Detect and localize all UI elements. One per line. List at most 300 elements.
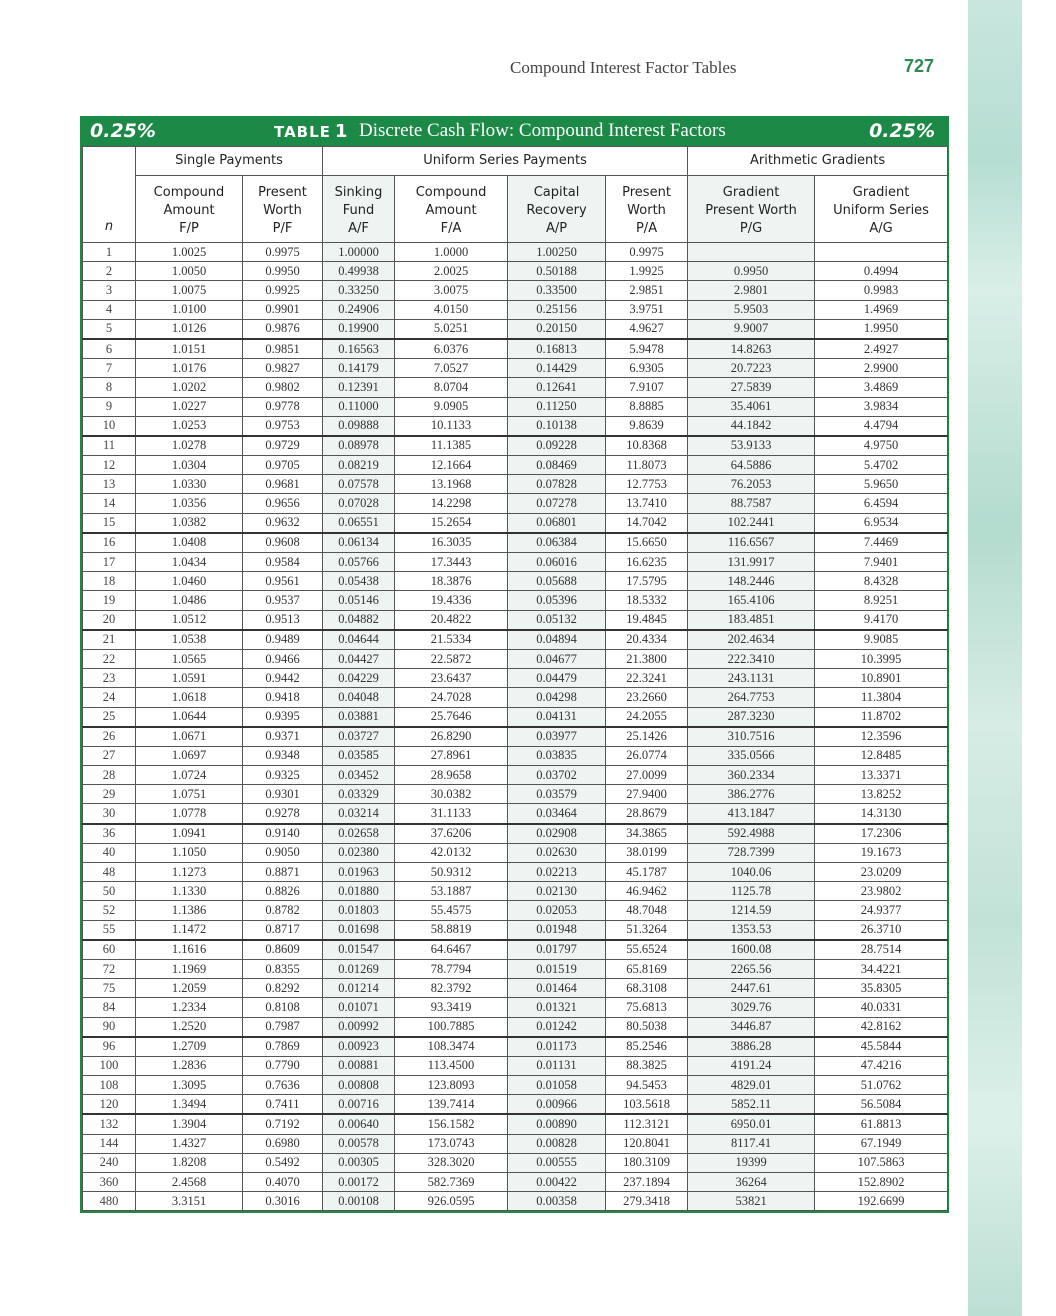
factor-cell: 165.4106 — [688, 591, 815, 610]
factor-cell: 0.02908 — [508, 824, 606, 844]
factor-cell: 0.00640 — [323, 1114, 395, 1134]
factor-cell: 0.01880 — [323, 882, 395, 901]
factor-cell: 4.9750 — [815, 436, 948, 456]
factor-cell: 7.9401 — [815, 553, 948, 572]
factor-cell: 17.5795 — [606, 572, 688, 591]
factor-cell: 1.0724 — [136, 766, 243, 785]
factor-cell: 0.00890 — [508, 1114, 606, 1134]
factor-cell: 0.00108 — [323, 1192, 395, 1211]
factor-cell: 0.3016 — [243, 1192, 323, 1211]
column-header-line: Present Worth — [705, 203, 797, 218]
factor-cell: 64.5886 — [688, 456, 815, 475]
factor-cell: 8.9251 — [815, 591, 948, 610]
factor-cell: 82.3792 — [395, 979, 508, 998]
table-row — [83, 494, 948, 513]
factor-cell: 1.0278 — [136, 436, 243, 456]
factor-cell: 20.4334 — [606, 630, 688, 650]
period-cell: 36 — [83, 824, 136, 844]
factor-cell: 0.07578 — [323, 475, 395, 494]
factor-cell: 108.3474 — [395, 1037, 508, 1057]
period-cell: 90 — [83, 1017, 136, 1037]
table-row — [83, 513, 948, 533]
factor-cell: 1.2520 — [136, 1017, 243, 1037]
factor-cell: 13.7410 — [606, 494, 688, 513]
factor-cell: 93.3419 — [395, 998, 508, 1017]
factor-cell: 0.14429 — [508, 359, 606, 378]
factor-cell: 67.1949 — [815, 1134, 948, 1153]
column-header-line: Gradient — [722, 185, 780, 200]
factor-cell: 0.9418 — [243, 688, 323, 707]
factor-cell: 1125.78 — [688, 882, 815, 901]
factor-cell: 1.0151 — [136, 339, 243, 359]
factor-cell: 0.5492 — [243, 1153, 323, 1172]
factor-cell: 1.9950 — [815, 319, 948, 339]
factor-cell: 152.8902 — [815, 1173, 948, 1192]
factor-cell: 34.4221 — [815, 959, 948, 978]
factor-cell: 0.02630 — [508, 843, 606, 862]
factor-cell: 156.1582 — [395, 1114, 508, 1134]
factor-cell: 102.2441 — [688, 513, 815, 533]
table-row — [83, 746, 948, 765]
table-row — [83, 707, 948, 727]
table-row — [83, 863, 948, 882]
factor-cell: 582.7369 — [395, 1173, 508, 1192]
factor-cell: 0.06134 — [323, 533, 395, 553]
factor-cell: 45.1787 — [606, 863, 688, 882]
period-cell: 30 — [83, 804, 136, 824]
group-header: Arithmetic Gradients — [688, 147, 948, 176]
factor-cell: 9.0905 — [395, 397, 508, 416]
factor-cell: 6950.01 — [688, 1114, 815, 1134]
factor-cell: 6.9534 — [815, 513, 948, 533]
factor-cell: 48.7048 — [606, 901, 688, 920]
factor-cell: 0.04427 — [323, 649, 395, 668]
period-cell: 5 — [83, 319, 136, 339]
factor-cell: 37.6206 — [395, 824, 508, 844]
table-number: 1 — [334, 120, 349, 142]
factor-cell: 1.0382 — [136, 513, 243, 533]
factor-cell: 0.9802 — [243, 378, 323, 397]
factor-cell: 1.0538 — [136, 630, 243, 650]
factor-cell: 103.5618 — [606, 1095, 688, 1115]
factor-cell: 1.0778 — [136, 804, 243, 824]
factor-cell: 183.4851 — [688, 610, 815, 630]
factor-cell: 0.09228 — [508, 436, 606, 456]
column-header-line: Fund — [342, 203, 375, 218]
factor-cell: 0.9348 — [243, 746, 323, 765]
column-header-line: Present — [258, 185, 307, 200]
period-cell: 55 — [83, 920, 136, 940]
factor-cell: 0.01948 — [508, 920, 606, 940]
period-cell: 16 — [83, 533, 136, 553]
factor-cell: 17.3443 — [395, 553, 508, 572]
column-symbol: A/P — [545, 221, 568, 236]
factor-cell: 0.9608 — [243, 533, 323, 553]
factor-cell: 4829.01 — [688, 1076, 815, 1095]
factor-cell: 0.9050 — [243, 843, 323, 862]
factor-cell: 1.0512 — [136, 610, 243, 630]
factor-cell: 0.9442 — [243, 669, 323, 688]
factor-cell: 0.25156 — [508, 300, 606, 319]
factor-cell: 26.3710 — [815, 920, 948, 940]
factor-cell: 0.33500 — [508, 281, 606, 300]
page-number: 727 — [904, 56, 935, 76]
factor-cell: 0.00716 — [323, 1095, 395, 1115]
factor-cell: 6.4594 — [815, 494, 948, 513]
factor-cell: 5.9650 — [815, 475, 948, 494]
factor-cell: 0.01321 — [508, 998, 606, 1017]
factor-cell: 0.06551 — [323, 513, 395, 533]
factor-cell: 20.4822 — [395, 610, 508, 630]
factor-cell: 80.5038 — [606, 1017, 688, 1037]
factor-cell: 0.9705 — [243, 456, 323, 475]
factor-cell: 9.4170 — [815, 610, 948, 630]
factor-cell: 0.04479 — [508, 669, 606, 688]
factor-cell: 1.2059 — [136, 979, 243, 998]
table-row — [83, 979, 948, 998]
column-header-line: Gradient — [852, 185, 910, 200]
factor-cell: 22.3241 — [606, 669, 688, 688]
factor-cell: 0.7411 — [243, 1095, 323, 1115]
factor-cell: 1.4969 — [815, 300, 948, 319]
factor-cell: 0.01464 — [508, 979, 606, 998]
factor-cell: 0.9950 — [243, 262, 323, 281]
factor-cell: 13.3371 — [815, 766, 948, 785]
factor-table — [80, 116, 949, 1213]
factor-cell: 0.00881 — [323, 1056, 395, 1075]
period-cell: 7 — [83, 359, 136, 378]
factor-cell: 23.0209 — [815, 863, 948, 882]
factor-cell: 45.5844 — [815, 1037, 948, 1057]
period-cell: 15 — [83, 513, 136, 533]
factor-cell: 26.0774 — [606, 746, 688, 765]
factor-cell: 9.9085 — [815, 630, 948, 650]
factor-cell: 0.9681 — [243, 475, 323, 494]
factor-cell: 0.24906 — [323, 300, 395, 319]
factor-cell: 19.1673 — [815, 843, 948, 862]
factor-cell: 0.05766 — [323, 553, 395, 572]
table-row — [83, 843, 948, 862]
factor-cell: 13.1968 — [395, 475, 508, 494]
factor-cell: 0.08978 — [323, 436, 395, 456]
period-cell: 240 — [83, 1153, 136, 1172]
factor-cell: 61.8813 — [815, 1114, 948, 1134]
table-label-text: TABLE — [274, 122, 331, 141]
factor-cell: 9.8639 — [606, 416, 688, 436]
period-cell: 84 — [83, 998, 136, 1017]
column-header-line: Amount — [425, 203, 477, 218]
factor-cell: 0.01071 — [323, 998, 395, 1017]
factor-cell: 1.1472 — [136, 920, 243, 940]
factor-cell: 0.04894 — [508, 630, 606, 650]
table-row — [83, 804, 948, 824]
column-header-line: Compound — [153, 185, 225, 200]
factor-cell: 1.0941 — [136, 824, 243, 844]
column-header-n: n — [83, 147, 136, 243]
table-row — [83, 553, 948, 572]
factor-cell: 0.08219 — [323, 456, 395, 475]
factor-cell: 1.0330 — [136, 475, 243, 494]
factor-cell: 42.0132 — [395, 843, 508, 862]
table-row — [83, 262, 948, 281]
column-symbol: P/G — [739, 221, 763, 236]
factor-cell: 0.01519 — [508, 959, 606, 978]
table-row — [83, 1095, 948, 1115]
factor-cell: 21.5334 — [395, 630, 508, 650]
factor-cell: 4.4794 — [815, 416, 948, 436]
factor-cell: 9.9007 — [688, 319, 815, 339]
factor-cell: 3446.87 — [688, 1017, 815, 1037]
factor-cell: 1.0591 — [136, 669, 243, 688]
factor-cell: 3.9834 — [815, 397, 948, 416]
factor-cell: 237.1894 — [606, 1173, 688, 1192]
factor-cell: 27.8961 — [395, 746, 508, 765]
factor-cell: 5.4702 — [815, 456, 948, 475]
factor-cell: 926.0595 — [395, 1192, 508, 1211]
factor-cell: 55.6524 — [606, 940, 688, 960]
factor-cell: 107.5863 — [815, 1153, 948, 1172]
factor-cell: 1353.53 — [688, 920, 815, 940]
factor-cell: 65.8169 — [606, 959, 688, 978]
factor-cell: 0.9632 — [243, 513, 323, 533]
factor-cell: 1.00000 — [323, 243, 395, 262]
factor-cell: 0.06384 — [508, 533, 606, 553]
factor-cell: 1.1050 — [136, 843, 243, 862]
table-row — [83, 475, 948, 494]
factor-cell: 47.4216 — [815, 1056, 948, 1075]
table-row — [83, 281, 948, 300]
factor-cell: 53.9133 — [688, 436, 815, 456]
factor-cell: 11.1385 — [395, 436, 508, 456]
factor-cell: 78.7794 — [395, 959, 508, 978]
factor-cell: 328.3020 — [395, 1153, 508, 1172]
column-header-line: Worth — [263, 203, 302, 218]
factor-cell: 76.2053 — [688, 475, 815, 494]
factor-cell: 113.4500 — [395, 1056, 508, 1075]
table-label — [274, 121, 348, 142]
period-cell: 144 — [83, 1134, 136, 1153]
factor-cell: 0.00578 — [323, 1134, 395, 1153]
factor-cell: 112.3121 — [606, 1114, 688, 1134]
factor-cell: 0.11250 — [508, 397, 606, 416]
table-row — [83, 669, 948, 688]
factor-cell: 1.0100 — [136, 300, 243, 319]
factor-cell: 2.9900 — [815, 359, 948, 378]
group-header: Single Payments — [136, 147, 323, 176]
factor-cell: 0.9395 — [243, 707, 323, 727]
table-row — [83, 649, 948, 668]
factor-cell: 4.0150 — [395, 300, 508, 319]
table-row — [83, 1017, 948, 1037]
table-row — [83, 456, 948, 475]
period-cell: 60 — [83, 940, 136, 960]
factor-cell: 1.8208 — [136, 1153, 243, 1172]
factor-cell: 0.9140 — [243, 824, 323, 844]
factor-cell: 0.00808 — [323, 1076, 395, 1095]
factor-cell: 2.9851 — [606, 281, 688, 300]
factor-cell: 94.5453 — [606, 1076, 688, 1095]
factor-cell: 1.0304 — [136, 456, 243, 475]
period-cell: 26 — [83, 727, 136, 747]
period-cell: 20 — [83, 610, 136, 630]
factor-cell: 1.3095 — [136, 1076, 243, 1095]
decorative-side-stripe — [968, 0, 1022, 1316]
table-row — [83, 319, 948, 339]
factor-cell: 0.09888 — [323, 416, 395, 436]
factor-cell: 18.5332 — [606, 591, 688, 610]
factor-cell: 0.9489 — [243, 630, 323, 650]
factor-cell: 13.8252 — [815, 785, 948, 804]
factor-cell: 1.0050 — [136, 262, 243, 281]
table-row — [83, 1076, 948, 1095]
factor-cell: 0.9950 — [688, 262, 815, 281]
factor-cell: 0.12391 — [323, 378, 395, 397]
factor-cell: 1.2836 — [136, 1056, 243, 1075]
table-row — [83, 920, 948, 940]
factor-cell: 0.9561 — [243, 572, 323, 591]
factor-cell: 1214.59 — [688, 901, 815, 920]
period-cell: 75 — [83, 979, 136, 998]
table-row — [83, 339, 948, 359]
factor-cell: 287.3230 — [688, 707, 815, 727]
factor-cell: 11.8702 — [815, 707, 948, 727]
table-row — [83, 359, 948, 378]
factor-cell: 0.00923 — [323, 1037, 395, 1057]
period-cell: 48 — [83, 863, 136, 882]
factor-cell: 22.5872 — [395, 649, 508, 668]
factor-cell: 50.9312 — [395, 863, 508, 882]
factor-cell: 20.7223 — [688, 359, 815, 378]
factor-cell: 8.8885 — [606, 397, 688, 416]
factor-cell: 0.00555 — [508, 1153, 606, 1172]
factor-cell: 51.3264 — [606, 920, 688, 940]
factor-cell: 0.4994 — [815, 262, 948, 281]
factor-cell: 1.0565 — [136, 649, 243, 668]
factor-cell: 0.12641 — [508, 378, 606, 397]
column-header-line: Worth — [627, 203, 666, 218]
period-cell: 25 — [83, 707, 136, 727]
factor-cell: 0.8717 — [243, 920, 323, 940]
column-header-line: Sinking — [334, 185, 383, 200]
table-row — [83, 397, 948, 416]
table-row — [83, 1134, 948, 1153]
factor-cell: 0.9975 — [243, 243, 323, 262]
table-row — [83, 785, 948, 804]
factor-cell: 17.2306 — [815, 824, 948, 844]
factor-cell: 8.4328 — [815, 572, 948, 591]
interest-rate-right: 0.25% — [869, 120, 935, 142]
factor-cell: 0.04229 — [323, 669, 395, 688]
factor-cell — [815, 243, 948, 262]
factor-cell: 202.4634 — [688, 630, 815, 650]
factor-cell: 1.0356 — [136, 494, 243, 513]
column-header-line: Recovery — [526, 203, 587, 218]
factor-cell: 34.3865 — [606, 824, 688, 844]
factor-cell: 123.8093 — [395, 1076, 508, 1095]
factor-cell: 0.9925 — [243, 281, 323, 300]
factor-cell: 0.9778 — [243, 397, 323, 416]
period-cell: 28 — [83, 766, 136, 785]
factor-cell: 0.01058 — [508, 1076, 606, 1095]
factor-cell: 0.06016 — [508, 553, 606, 572]
factor-cell: 0.05146 — [323, 591, 395, 610]
factor-cell: 360.2334 — [688, 766, 815, 785]
factor-cell: 0.00992 — [323, 1017, 395, 1037]
factor-cell: 14.2298 — [395, 494, 508, 513]
factor-cell: 180.3109 — [606, 1153, 688, 1172]
period-cell: 13 — [83, 475, 136, 494]
factor-cell: 56.5084 — [815, 1095, 948, 1115]
factor-cell: 0.01173 — [508, 1037, 606, 1057]
factor-cell: 0.07828 — [508, 475, 606, 494]
period-cell: 6 — [83, 339, 136, 359]
table-row — [83, 940, 948, 960]
factor-cell: 5852.11 — [688, 1095, 815, 1115]
table-row — [83, 766, 948, 785]
table-row — [83, 688, 948, 707]
factor-cell: 25.1426 — [606, 727, 688, 747]
factor-grid — [82, 146, 948, 1211]
column-header-line: Amount — [163, 203, 215, 218]
factor-cell: 148.2446 — [688, 572, 815, 591]
factor-cell: 27.0099 — [606, 766, 688, 785]
table-row — [83, 1114, 948, 1134]
period-cell: 4 — [83, 300, 136, 319]
table-row — [83, 572, 948, 591]
period-cell: 40 — [83, 843, 136, 862]
factor-cell: 192.6699 — [815, 1192, 948, 1211]
factor-cell: 0.01803 — [323, 901, 395, 920]
table-row — [83, 436, 948, 456]
factor-cell: 139.7414 — [395, 1095, 508, 1115]
column-header — [508, 176, 606, 243]
period-cell: 100 — [83, 1056, 136, 1075]
factor-cell: 26.8290 — [395, 727, 508, 747]
factor-cell: 1.0075 — [136, 281, 243, 300]
column-header — [395, 176, 508, 243]
factor-cell: 0.14179 — [323, 359, 395, 378]
column-symbol: F/A — [440, 221, 462, 236]
factor-cell: 0.02130 — [508, 882, 606, 901]
factor-cell: 0.07028 — [323, 494, 395, 513]
factor-cell: 35.8305 — [815, 979, 948, 998]
factor-cell: 1.0697 — [136, 746, 243, 765]
factor-cell: 0.6980 — [243, 1134, 323, 1153]
factor-cell: 0.4070 — [243, 1173, 323, 1192]
factor-cell: 28.8679 — [606, 804, 688, 824]
factor-cell: 100.7885 — [395, 1017, 508, 1037]
factor-cell: 279.3418 — [606, 1192, 688, 1211]
factor-cell: 2.0025 — [395, 262, 508, 281]
factor-cell: 0.9278 — [243, 804, 323, 824]
factor-cell: 2.4927 — [815, 339, 948, 359]
period-cell: 360 — [83, 1173, 136, 1192]
period-cell: 72 — [83, 959, 136, 978]
factor-cell: 1040.06 — [688, 863, 815, 882]
factor-cell: 2447.61 — [688, 979, 815, 998]
factor-cell: 1.0227 — [136, 397, 243, 416]
table-row — [83, 416, 948, 436]
factor-cell: 0.01797 — [508, 940, 606, 960]
factor-cell: 1.1386 — [136, 901, 243, 920]
factor-cell: 0.7869 — [243, 1037, 323, 1057]
factor-cell: 0.02213 — [508, 863, 606, 882]
factor-cell: 3.9751 — [606, 300, 688, 319]
factor-cell: 3.4869 — [815, 378, 948, 397]
factor-cell: 264.7753 — [688, 688, 815, 707]
period-cell: 18 — [83, 572, 136, 591]
factor-cell: 0.04882 — [323, 610, 395, 630]
